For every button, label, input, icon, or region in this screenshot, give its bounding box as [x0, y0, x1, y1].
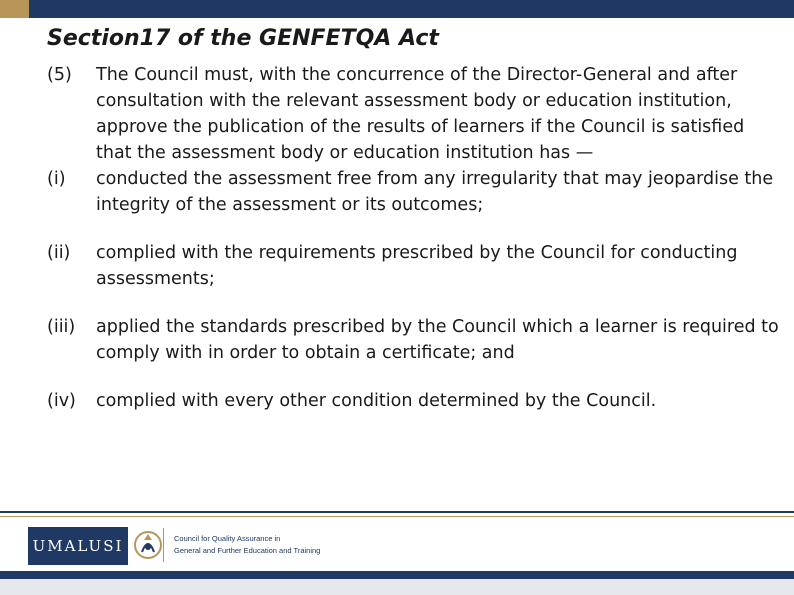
header-accent-gold — [0, 0, 29, 18]
tagline-line: General and Further Education and Training — [174, 546, 321, 555]
footer-divider-gold — [0, 516, 794, 517]
item-text: conducted the assessment free from any irregularity that may jeopardise the integrity of the assessment or its outcomes; — [96, 169, 774, 215]
umalusi-logo — [28, 527, 128, 565]
slide-title: Section17 of the GENFETQA Act — [47, 26, 439, 51]
footer-bar — [0, 571, 794, 579]
intro-number: (5) — [47, 65, 72, 85]
header-bar — [29, 0, 794, 18]
logo-text: UMALUSI — [32, 537, 124, 555]
slide-body — [47, 62, 782, 414]
tagline-line: Council for Quality Assurance in — [174, 534, 281, 543]
list-item — [47, 240, 782, 292]
list-item — [47, 388, 782, 414]
list-item — [47, 314, 782, 366]
item-text: complied with the requirements prescribed by the Council for conducting assessments; — [96, 243, 738, 289]
footer-band — [0, 579, 794, 595]
logo-tagline — [174, 533, 320, 557]
item-number: (iii) — [47, 317, 76, 337]
logo-divider — [163, 528, 164, 562]
item-text: complied with every other condition determined by the Council. — [96, 391, 657, 411]
item-number: (ii) — [47, 243, 71, 263]
intro-text: The Council must, with the concurrence of the Director-General and after consultation with the relevant assessment body or education institution, approve the publication of the results of learners if the Council is satisfied that the assessment body or education institution has — — [96, 65, 745, 163]
item-text: applied the standards prescribed by the Council which a learner is required to comply with in order to obtain a certificate; and — [96, 317, 779, 363]
emblem-icon — [130, 522, 166, 568]
intro-paragraph — [47, 62, 782, 166]
list-item — [47, 166, 782, 218]
item-number: (iv) — [47, 391, 76, 411]
footer-divider — [0, 511, 794, 513]
item-number: (i) — [47, 169, 66, 189]
